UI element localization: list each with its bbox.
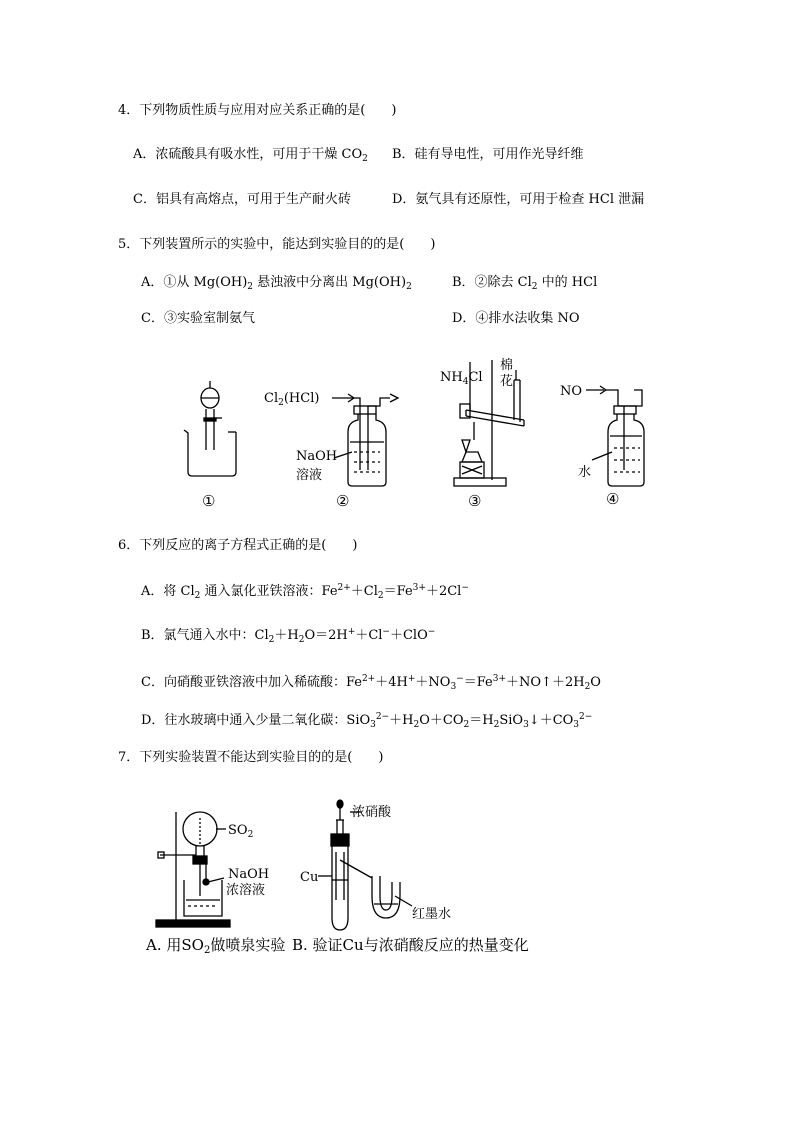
q4-option-b: B．硅有导电性，可用作光导纤维 bbox=[392, 147, 584, 162]
q6-option-a: A．将 $Cl_2$ 通入氯化亚铁溶液：$Fe^{2+}+Cl_2=Fe^{3+}+2Cl^-$ bbox=[141, 583, 469, 601]
q7-stem: 7．下列实验装置不能达到实验目的的是( ) bbox=[118, 750, 384, 765]
q5-figure-labels bbox=[202, 357, 619, 510]
circle-1-label: ① bbox=[202, 492, 216, 510]
nh4cl-label: $NH_4Cl$ bbox=[440, 370, 483, 387]
circle-4-label: ④ bbox=[606, 490, 620, 508]
caption-b: B. 验证Cu与浓硝酸反应的热量变化 bbox=[292, 936, 529, 954]
q4-option-d: D．氨气具有还原性，可用于检查 HCl 泄漏 bbox=[392, 192, 645, 207]
q5-option-b: B．②除去 $Cl_2$ 中的 HCl bbox=[452, 275, 598, 292]
solution-label: 溶液 bbox=[296, 468, 323, 483]
cotton-label-2: 花 bbox=[500, 374, 514, 389]
circle-2-label: ② bbox=[336, 492, 350, 510]
q4-option-a: A．浓硫酸具有吸水性，可用于干燥 $CO_2$ bbox=[133, 147, 368, 164]
q4-stem: 4．下列物质性质与应用对应关系正确的是( ) bbox=[118, 103, 397, 118]
q6-stem: 6．下列反应的离子方程式正确的是( ) bbox=[118, 538, 358, 553]
q4-option-c: C．铝具有高熔点，可用于生产耐火砖 bbox=[133, 192, 351, 207]
naoh-label-a: NaOH bbox=[228, 867, 270, 882]
caption-a: A. 用$SO_2$做喷泉实验 bbox=[146, 936, 286, 956]
conc-nitric-acid-label: 浓硝酸 bbox=[352, 805, 392, 820]
q5-option-d: D．④排水法收集 NO bbox=[452, 311, 580, 326]
q6-option-c: C．向硝酸亚铁溶液中加入稀硫酸：$Fe^{2+}+4H^++NO_3^-=Fe^{3+}+NO↑+2H_2O$ bbox=[141, 674, 601, 692]
water-displacement-apparatus bbox=[586, 386, 644, 486]
cu-label: Cu bbox=[300, 870, 319, 885]
q5-stem: 5．下列装置所示的实验中，能达到实验目的的是( ) bbox=[118, 237, 436, 252]
cl2-hcl-label: $Cl_2(HCl)$ bbox=[264, 391, 320, 408]
q5-option-a: A．①从 $Mg(OH)_2$ 悬浊液中分离出 $Mg(OH)_2$ bbox=[141, 275, 412, 292]
naoh-label: NaOH bbox=[296, 449, 338, 464]
cotton-label-1: 棉 bbox=[500, 358, 514, 373]
water-label: 水 bbox=[578, 465, 592, 480]
q5-option-c: C．③实验室制氨气 bbox=[141, 311, 255, 326]
circle-3-label: ③ bbox=[468, 492, 482, 510]
conc-solution-label: 浓溶液 bbox=[226, 883, 266, 898]
gas-washing-bottle-apparatus bbox=[332, 394, 398, 486]
red-ink-label: 红墨水 bbox=[412, 907, 452, 922]
q6-option-d: D．往水玻璃中通入少量二氧化碳：$SiO_3^{2-}+H_2O+CO_2=H_2SiO_3↓+CO_3^{2-}$ bbox=[141, 712, 593, 730]
so2-label: $SO_2$ bbox=[228, 823, 254, 840]
separatory-funnel-apparatus bbox=[184, 381, 236, 476]
q6-option-b: B．氯气通入水中：$Cl_2+H_2O=2H^++Cl^-+ClO^-$ bbox=[141, 627, 436, 645]
no-label: NO bbox=[560, 384, 583, 399]
